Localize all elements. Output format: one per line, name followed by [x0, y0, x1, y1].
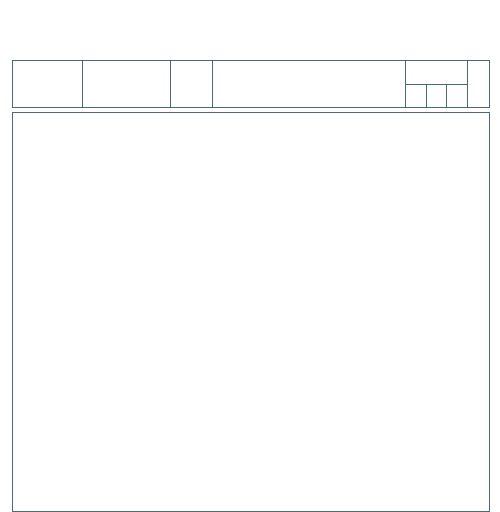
header-divider	[405, 84, 467, 85]
header-divider	[467, 60, 468, 108]
header-divider	[82, 60, 83, 108]
header-divider	[446, 84, 447, 108]
table-body	[12, 112, 490, 512]
header-divider	[170, 60, 171, 108]
header-divider	[212, 60, 213, 108]
header-divider	[426, 84, 427, 108]
